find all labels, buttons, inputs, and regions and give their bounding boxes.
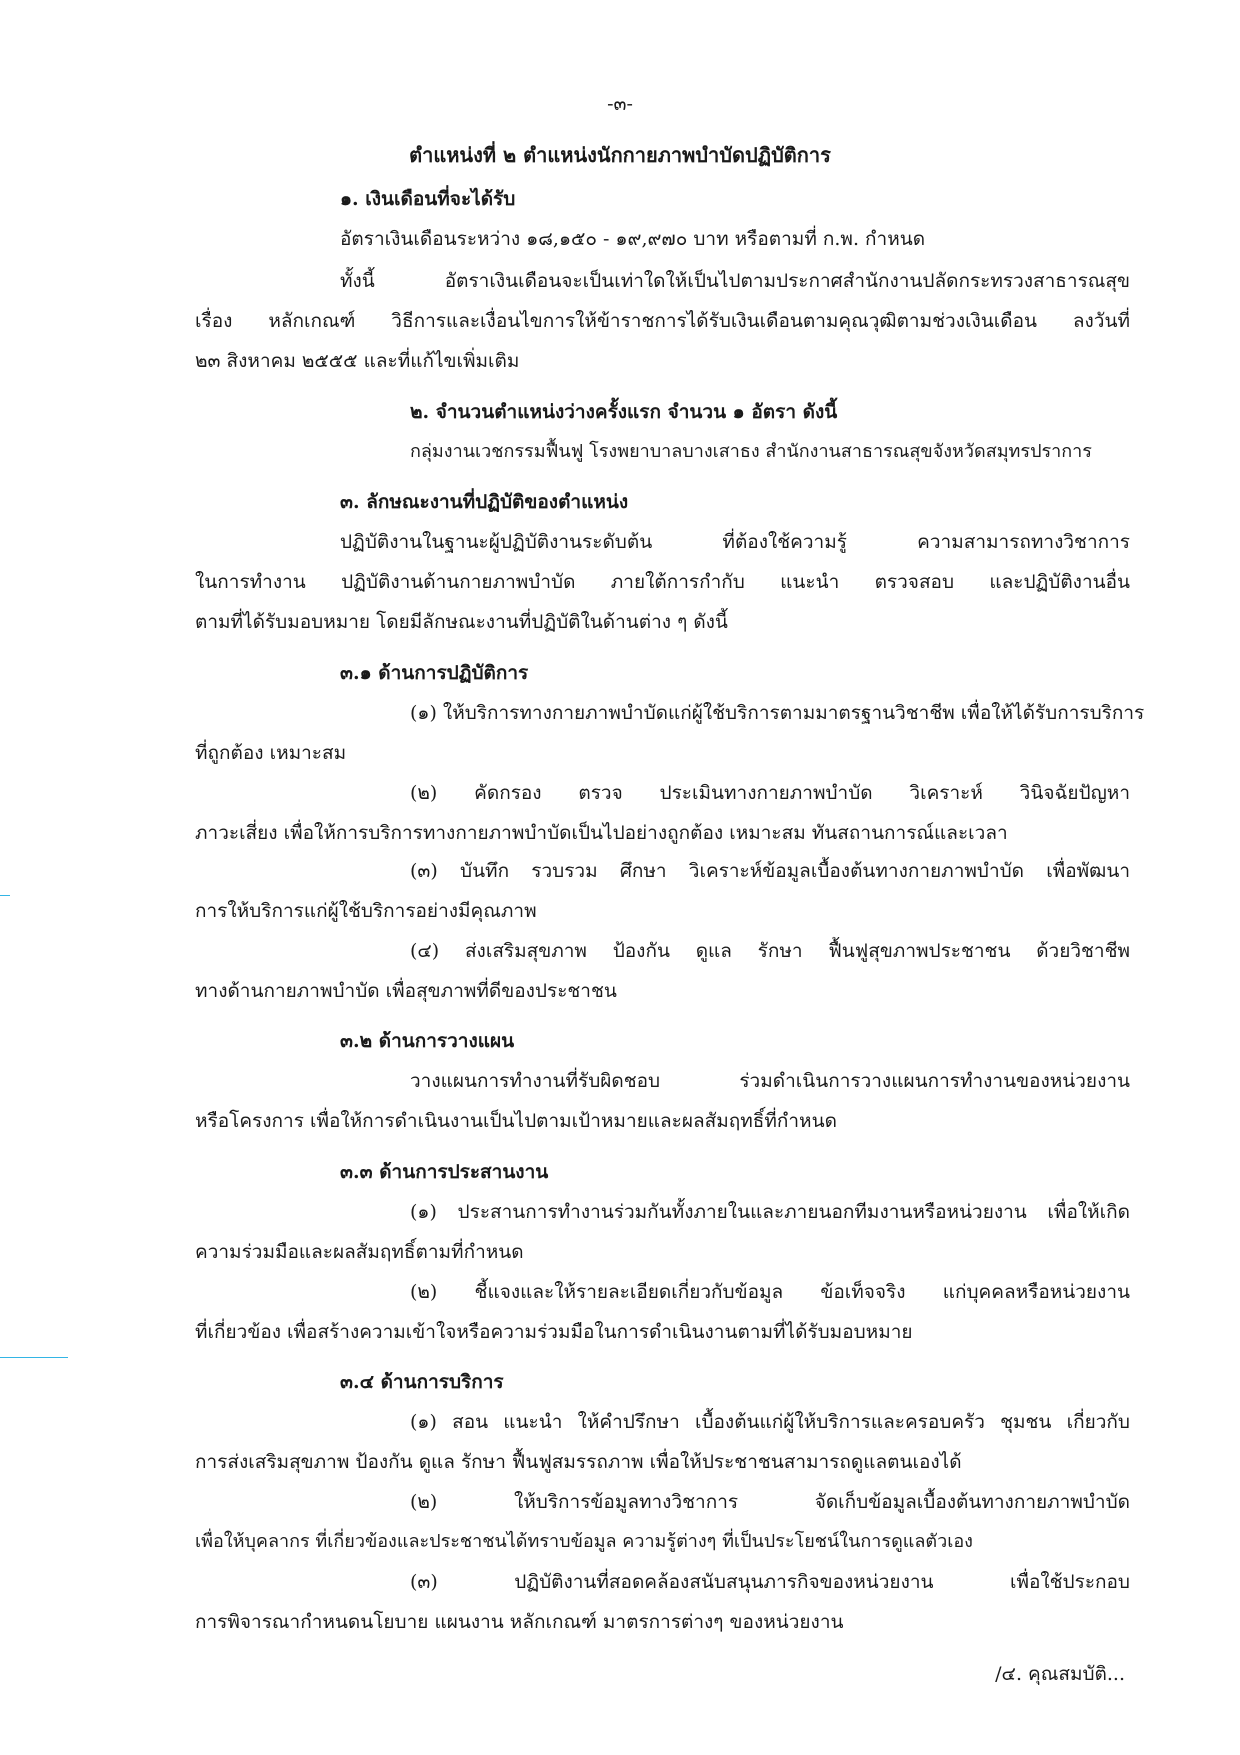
section-1-heading: ๑. เงินเดือนที่จะได้รับ <box>340 188 516 210</box>
position-title: ตำแหน่งที่ ๒ ตำแหน่งนักกายภาพบำบัดปฏิบัติการ <box>409 143 831 167</box>
operation-item-2-line-2: ภาวะเสี่ยง เพื่อให้การบริการทางกายภาพบำบัดเป็นไปอย่างถูกต้อง เหมาะสม ทันสถานการณ์และเวลา <box>195 822 1008 844</box>
coordination-item-1-line-2: ความร่วมมือและผลสัมฤทธิ์ตามที่กำหนด <box>195 1241 524 1263</box>
salary-note-line-3: ๒๓ สิงหาคม ๒๕๕๕ และที่แก้ไขเพิ่มเติม <box>195 350 520 372</box>
operation-item-4-line-1: (๔) ส่งเสริมสุขภาพ ป้องกัน ดูแล รักษา ฟื้นฟูสุขภาพประชาชน ด้วยวิชาชีพ <box>410 940 1130 962</box>
section-2-heading: ๒. จำนวนตำแหน่งว่างครั้งแรก จำนวน ๑ อัตรา ดังนี้ <box>410 401 838 423</box>
section-3-4-heading: ๓.๔ ด้านการบริการ <box>340 1371 504 1393</box>
planning-line-1: วางแผนการทำงานที่รับผิดชอบ ร่วมดำเนินการวางแผนการทำงานของหน่วยงาน <box>410 1070 1130 1092</box>
service-item-3-line-2: การพิจารณากำหนดนโยบาย แผนงาน หลักเกณฑ์ มาตรการต่างๆ ของหน่วยงาน <box>195 1611 844 1633</box>
scan-mark <box>0 1357 68 1358</box>
service-item-1-line-1: (๑) สอน แนะนำ ให้คำปรึกษา เบื้องต้นแก่ผู้ให้บริการและครอบครัว ชุมชน เกี่ยวกับ <box>410 1411 1130 1433</box>
service-item-2-line-2: เพื่อให้บุคลากร ที่เกี่ยวข้องและประชาชนได้ทราบข้อมูล ความรู้ต่างๆ ที่เป็นประโยชน์ในการดูแลตัวเอง <box>195 1531 973 1552</box>
operation-item-1-line-2: ที่ถูกต้อง เหมาะสม <box>195 742 347 764</box>
operation-item-3-line-2: การให้บริการแก่ผู้ใช้บริการอย่างมีคุณภาพ <box>195 900 537 922</box>
operation-item-2-line-1: (๒) คัดกรอง ตรวจ ประเมินทางกายภาพบำบัด วิเคราะห์ วินิจฉัยปัญหา <box>410 782 1130 804</box>
service-item-2-line-1: (๒) ให้บริการข้อมูลทางวิชาการ จัดเก็บข้อมูลเบื้องต้นทางกายภาพบำบัด <box>410 1491 1130 1513</box>
job-description-line-3: ตามที่ได้รับมอบหมาย โดยมีลักษณะงานที่ปฏิบัติในด้านต่าง ๆ ดังนี้ <box>195 611 728 633</box>
job-description-line-2: ในการทำงาน ปฏิบัติงานด้านกายภาพบำบัด ภายใต้การกำกับ แนะนำ ตรวจสอบ และปฏิบัติงานอื่น <box>195 571 1130 593</box>
salary-note-line-2: เรื่อง หลักเกณฑ์ วิธีการและเงื่อนไขการให้ข้าราชการได้รับเงินเดือนตามคุณวุฒิตามช่วงเงินเดือน ลงวันที่ <box>195 310 1130 332</box>
salary-note-line-1: ทั้งนี้ อัตราเงินเดือนจะเป็นเท่าใดให้เป็นไปตามประกาศสำนักงานปลัดกระทรวงสาธารณสุข <box>340 270 1130 292</box>
coordination-item-1-line-1: (๑) ประสานการทำงานร่วมกันทั้งภายในและภายนอกทีมงานหรือหน่วยงาน เพื่อให้เกิด <box>410 1201 1130 1223</box>
service-item-3-line-1: (๓) ปฏิบัติงานที่สอดคล้องสนับสนุนภารกิจของหน่วยงาน เพื่อใช้ประกอบ <box>410 1571 1130 1593</box>
job-description-line-1: ปฏิบัติงานในฐานะผู้ปฏิบัติงานระดับต้น ที่ต้องใช้ความรู้ ความสามารถทางวิชาการ <box>340 531 1130 553</box>
operation-item-3-line-1: (๓) บันทึก รวบรวม ศึกษา วิเคราะห์ข้อมูลเบื้องต้นทางกายภาพบำบัด เพื่อพัฒนา <box>410 860 1130 882</box>
coordination-item-2-line-1: (๒) ชี้แจงและให้รายละเอียดเกี่ยวกับข้อมูล ข้อเท็จจริง แก่บุคคลหรือหน่วยงาน <box>410 1281 1130 1303</box>
planning-line-2: หรือโครงการ เพื่อให้การดำเนินงานเป็นไปตามเป้าหมายและผลสัมฤทธิ์ที่กำหนด <box>195 1110 837 1132</box>
section-3-1-heading: ๓.๑ ด้านการปฏิบัติการ <box>340 662 529 684</box>
section-3-heading: ๓. ลักษณะงานที่ปฏิบัติของตำแหน่ง <box>340 491 629 513</box>
scan-mark <box>0 895 10 896</box>
continuation-text: /๔. คุณสมบัติ... <box>995 1663 1125 1685</box>
vacancy-location-text: กลุ่มงานเวชกรรมฟื้นฟู โรงพยาบาลบางเสาธง สำนักงานสาธารณสุขจังหวัดสมุทรปราการ <box>410 441 1092 462</box>
salary-range-text: อัตราเงินเดือนระหว่าง ๑๘,๑๕๐ - ๑๙,๙๗๐ บาท หรือตามที่ ก.พ. กำหนด <box>340 228 926 250</box>
coordination-item-2-line-2: ที่เกี่ยวข้อง เพื่อสร้างความเข้าใจหรือความร่วมมือในการดำเนินงานตามที่ได้รับมอบหมาย <box>195 1321 913 1343</box>
operation-item-4-line-2: ทางด้านกายภาพบำบัด เพื่อสุขภาพที่ดีของประชาชน <box>195 980 617 1002</box>
section-3-3-heading: ๓.๓ ด้านการประสานงาน <box>340 1161 549 1183</box>
section-3-2-heading: ๓.๒ ด้านการวางแผน <box>340 1030 515 1052</box>
operation-item-1-line-1: (๑) ให้บริการทางกายภาพบำบัดแก่ผู้ใช้บริการตามมาตรฐานวิชาชีพ เพื่อให้ได้รับการบริการ <box>410 702 1145 724</box>
service-item-1-line-2: การส่งเสริมสุขภาพ ป้องกัน ดูแล รักษา ฟื้นฟูสมรรถภาพ เพื่อให้ประชาชนสามารถดูแลตนเองได้ <box>195 1451 962 1473</box>
page-number: -๓- <box>607 93 633 115</box>
